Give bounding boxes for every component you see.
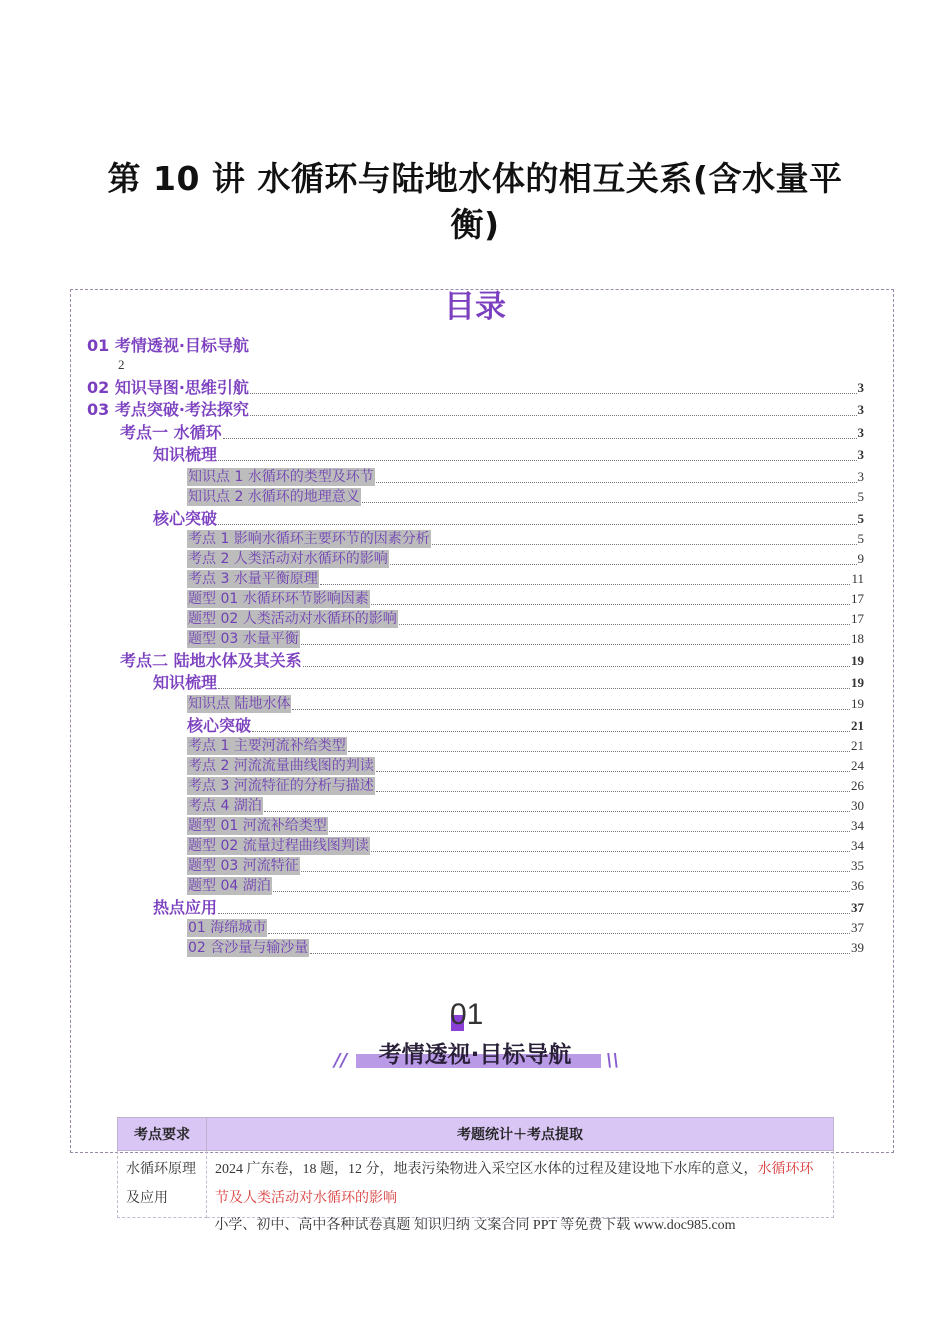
- table-header-row: [118, 1118, 834, 1151]
- toc-dot-leader: [362, 501, 857, 503]
- toc-entry-page: 36: [851, 878, 864, 893]
- toc-entry[interactable]: [153, 897, 864, 917]
- toc-dot-leader: [371, 603, 850, 605]
- toc-entry-label: 考点二 陆地水体及其关系: [120, 651, 302, 670]
- toc-entry-page: 35: [851, 858, 864, 873]
- toc-entry-label: 知识点 陆地水体: [188, 696, 291, 712]
- slash-right-decoration: \\: [606, 1050, 620, 1071]
- toc-dot-leader: [303, 665, 850, 667]
- toc-entry-page: 5: [857, 489, 864, 504]
- toc-entry-label: 考点 3 水量平衡原理: [188, 571, 318, 587]
- toc-entry[interactable]: [187, 466, 864, 486]
- toc-entry-label: 01 考情透视·目标导航: [87, 336, 249, 355]
- toc-dot-leader: [252, 730, 850, 732]
- toc-entry-label: 考点一 水循环: [120, 423, 222, 442]
- toc-dot-leader: [376, 790, 850, 792]
- toc-entry[interactable]: [187, 608, 864, 628]
- toc-entry-label: 核心突破: [153, 509, 218, 528]
- toc-entry[interactable]: [87, 377, 864, 397]
- toc-entry-label: 知识点 1 水循环的类型及环节: [188, 469, 374, 485]
- title-line-2: 衡): [450, 205, 500, 244]
- toc-entry-label: 知识点 2 水循环的地理意义: [188, 489, 360, 505]
- toc-entry-page: 19: [851, 675, 864, 690]
- toc-dot-leader: [268, 932, 850, 934]
- toc-entry-label: 考点 1 影响水循环主要环节的因素分析: [188, 531, 430, 547]
- toc-entry[interactable]: [187, 528, 864, 548]
- toc-entry-page: 3: [857, 425, 864, 440]
- title-line-1: 第 10 讲 水循环与陆地水体的相互关系(含水量平: [107, 159, 843, 198]
- toc-entry-page: 19: [851, 696, 864, 711]
- toc-entry-label: 知识梳理: [153, 673, 218, 692]
- toc-entry[interactable]: [187, 715, 864, 735]
- toc-entry[interactable]: [187, 875, 864, 895]
- toc-entry-label: 题型 01 水循环环节影响因素: [188, 591, 369, 607]
- toc-dot-leader: [218, 687, 850, 689]
- toc-dot-leader: [320, 583, 851, 585]
- toc-entry[interactable]: [187, 775, 864, 795]
- toc-dot-leader: [329, 830, 850, 832]
- toc-dot-leader: [371, 850, 850, 852]
- table-cell-description: [207, 1151, 834, 1218]
- toc-entry[interactable]: [153, 672, 864, 692]
- toc-dot-leader: [250, 392, 857, 394]
- toc-entry[interactable]: [187, 588, 864, 608]
- toc-entry[interactable]: [187, 548, 864, 568]
- toc-entry-page: 21: [851, 718, 864, 733]
- toc-entry[interactable]: [187, 693, 864, 713]
- toc-entry-page: 5: [857, 511, 864, 526]
- toc-entry-page: 34: [851, 818, 864, 833]
- section-badge: [330, 998, 620, 1078]
- toc-dot-leader: [264, 810, 850, 812]
- document-title: [95, 156, 855, 248]
- toc-entry-label: 01 海绵城市: [188, 920, 267, 936]
- toc-entry[interactable]: [187, 735, 864, 755]
- toc-entry-label: 03 考点突破·考法探究: [87, 400, 249, 419]
- toc-entry[interactable]: [187, 795, 864, 815]
- toc-dot-leader: [301, 870, 850, 872]
- toc-entry[interactable]: [187, 855, 864, 875]
- toc-entry[interactable]: [187, 917, 864, 937]
- toc-heading: 目录: [444, 289, 506, 325]
- toc-entry-page: 3: [857, 402, 864, 417]
- toc-entry[interactable]: [153, 508, 864, 528]
- toc-entry-label: 考点 1 主要河流补给类型: [188, 738, 346, 754]
- toc-entry-label: 核心突破: [187, 716, 252, 735]
- toc-entry-label: 考点 2 人类活动对水循环的影响: [188, 551, 388, 567]
- toc-entry[interactable]: [120, 650, 864, 670]
- table-row: [118, 1151, 834, 1218]
- toc-entry-page: 3: [857, 380, 864, 395]
- toc-entry[interactable]: [87, 335, 249, 355]
- toc-entry[interactable]: [187, 815, 864, 835]
- toc-dot-leader: [250, 414, 857, 416]
- toc-entry-page: 39: [851, 940, 864, 955]
- toc-entry-page: 17: [851, 611, 864, 626]
- toc-entry[interactable]: [187, 486, 864, 506]
- toc-entry[interactable]: [187, 755, 864, 775]
- toc-entry-page: 17: [851, 591, 864, 606]
- description-highlight: 水循环环节及人类活动对水循环的影响: [215, 1162, 814, 1206]
- toc-entry[interactable]: [120, 422, 864, 442]
- toc-entry-page: 26: [851, 778, 864, 793]
- toc-entry-page: 3: [857, 469, 864, 484]
- toc-entry-label: 题型 03 水量平衡: [188, 631, 299, 647]
- toc-dot-leader: [432, 543, 857, 545]
- description-text: 2024 广东卷，18 题，12 分，地表污染物进入采空区水体的过程及建设地下水库的意义，: [215, 1162, 758, 1177]
- toc-dot-leader: [223, 437, 857, 439]
- toc-entry-label: 题型 03 河流特征: [188, 858, 299, 874]
- section-number: 01: [450, 998, 484, 1031]
- exam-table: [117, 1117, 834, 1218]
- toc-entry-label: 02 知识导图·思维引航: [87, 378, 249, 397]
- toc-entry[interactable]: [87, 399, 864, 419]
- toc-entry-page: 37: [851, 900, 864, 915]
- toc-dot-leader: [399, 623, 850, 625]
- toc-entry-page: 34: [851, 838, 864, 853]
- toc-entry-label: 知识梳理: [153, 445, 218, 464]
- toc-entry-page: 30: [851, 798, 864, 813]
- toc-entry[interactable]: [153, 444, 864, 464]
- toc-entry-page: 24: [851, 758, 864, 773]
- toc-dot-leader: [376, 481, 857, 483]
- toc-dot-leader: [310, 952, 850, 954]
- toc-entry-label: 题型 02 流量过程曲线图判读: [188, 838, 369, 854]
- toc-entry-page: 21: [851, 738, 864, 753]
- toc-entry-label: 题型 02 人类活动对水循环的影响: [188, 611, 397, 627]
- toc-dot-leader: [376, 770, 850, 772]
- toc-entry[interactable]: [187, 628, 864, 648]
- toc-entry-page: 37: [851, 920, 864, 935]
- toc-entry-label: 考点 4 湖泊: [188, 798, 262, 814]
- toc-page-number-wrapped: 2: [118, 357, 125, 372]
- toc-dot-leader: [218, 912, 850, 914]
- slash-left-decoration: //: [334, 1050, 348, 1071]
- toc-entry-page: 19: [851, 653, 864, 668]
- table-header-cell: 考题统计＋考点提取: [207, 1118, 834, 1151]
- page-footer: 小学、初中、高中各种试卷真题 知识归纳 文案合同 PPT 等免费下载 www.doc985.com: [214, 1218, 736, 1233]
- toc-dot-leader: [301, 643, 850, 645]
- toc-dot-leader: [273, 890, 850, 892]
- toc-dot-leader: [292, 708, 850, 710]
- table-header-cell: 考点要求: [118, 1118, 207, 1151]
- toc-entry-label: 02 含沙量与输沙量: [188, 940, 309, 956]
- toc-entry-label: 热点应用: [153, 898, 218, 917]
- toc-entry-page: 18: [851, 631, 864, 646]
- toc-entry-page: 3: [857, 447, 864, 462]
- toc-entry[interactable]: [187, 937, 864, 957]
- toc-entry[interactable]: [187, 835, 864, 855]
- toc-entry-label: 题型 01 河流补给类型: [188, 818, 327, 834]
- toc-entry-page: 11: [851, 571, 864, 586]
- toc-entry-label: 考点 2 河流流量曲线图的判读: [188, 758, 374, 774]
- toc-entry-label: 题型 04 湖泊: [188, 878, 271, 894]
- toc-dot-leader: [390, 563, 857, 565]
- toc-entry-page: 5: [857, 531, 864, 546]
- toc-entry[interactable]: [187, 568, 864, 588]
- toc-dot-leader: [348, 750, 850, 752]
- toc-dot-leader: [218, 523, 856, 525]
- toc-entry-label: 考点 3 河流特征的分析与描述: [188, 778, 374, 794]
- toc-entry-page: 9: [857, 551, 864, 566]
- table-cell-requirement: 水循环原理及应用: [118, 1151, 207, 1218]
- section-title: 考情透视·目标导航: [378, 1042, 572, 1068]
- toc-dot-leader: [218, 459, 856, 461]
